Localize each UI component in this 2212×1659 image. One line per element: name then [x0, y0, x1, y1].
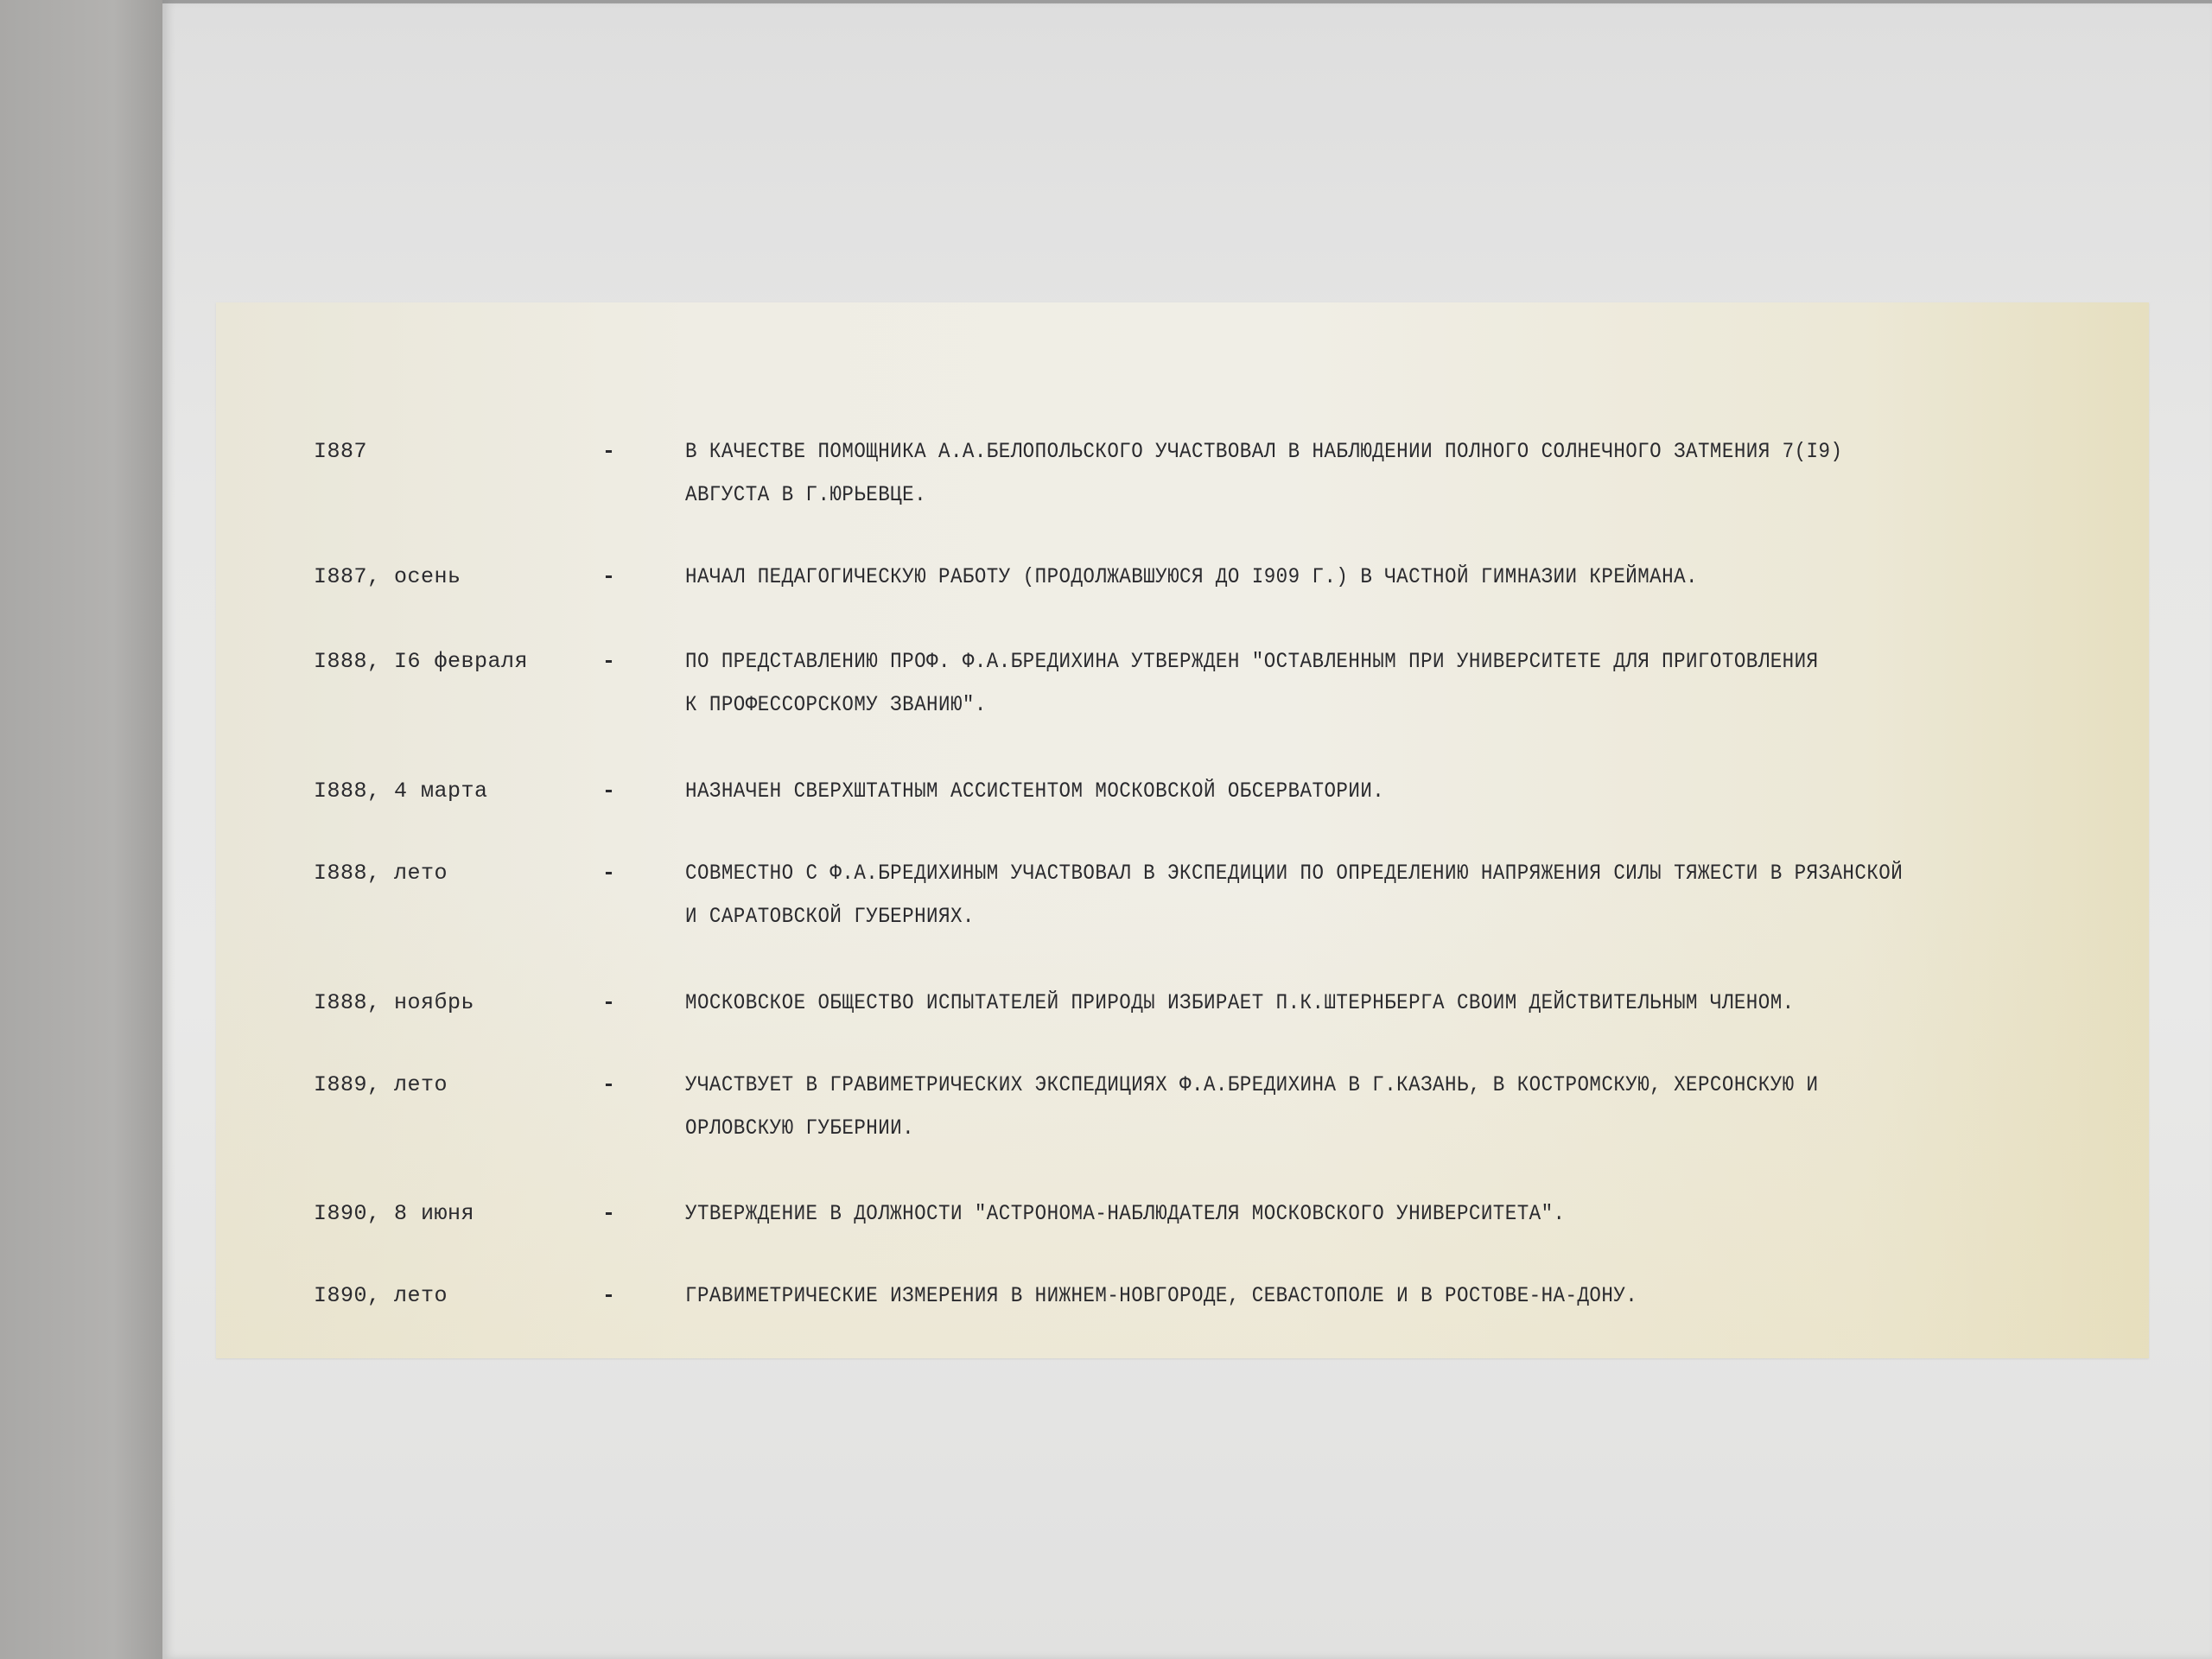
entry-text-line: СОВМЕСТНО С Ф.А.БРЕДИХИНЫМ УЧАСТВОВАЛ В ЭКСПЕДИЦИИ ПО ОПРЕДЕЛЕНИЮ НАПРЯЖЕНИЯ СИЛЫ ТЯЖЕСТИ В РЯЗАНСКОЙ	[685, 861, 1904, 886]
entry-text	[685, 1064, 1976, 1150]
entry-dash: -	[602, 1201, 616, 1226]
entry-dash: -	[602, 1072, 616, 1097]
entry-text	[685, 556, 1976, 599]
entry-text-line: НАЗНАЧЕН СВЕРХШТАТНЫМ АССИСТЕНТОМ МОСКОВСКОЙ ОБСЕРВАТОРИИ.	[685, 779, 1385, 804]
entry-text-line: ГРАВИМЕТРИЧЕСКИЕ ИЗМЕРЕНИЯ В НИЖНЕМ-НОВГОРОДЕ, СЕВАСТОПОЛЕ И В РОСТОВЕ-НА-ДОНУ.	[685, 1283, 1638, 1308]
entry-text	[685, 852, 1976, 938]
entry-text-line: ОРЛОВСКУЮ ГУБЕРНИИ.	[685, 1116, 915, 1141]
entry-dash: -	[602, 990, 616, 1015]
entry-date: I888, лето	[314, 861, 448, 886]
entry-dash: -	[602, 779, 616, 804]
entry-text-line: НАЧАЛ ПЕДАГОГИЧЕСКУЮ РАБОТУ (ПРОДОЛЖАВШУЮСЯ ДО I909 Г.) В ЧАСТНОЙ ГИМНАЗИИ КРЕЙМАНА.	[685, 564, 1698, 589]
typed-sheet	[216, 302, 2149, 1358]
entry-date: I890, 8 июня	[314, 1201, 475, 1226]
entry-text-line: УЧАСТВУЕТ В ГРАВИМЕТРИЧЕСКИХ ЭКСПЕДИЦИЯХ Ф.А.БРЕДИХИНА В Г.КАЗАНЬ, В КОСТРОМСКУЮ, ХЕРСОНСКУЮ И	[685, 1072, 1819, 1097]
entry-text	[685, 640, 1976, 727]
entry-text	[685, 1274, 1976, 1318]
entry-date: I887, осень	[314, 564, 461, 589]
entry-date: I888, 4 марта	[314, 779, 488, 804]
entry-dash: -	[602, 439, 616, 464]
page-top-edge	[162, 0, 2212, 3]
entry-date: I888, ноябрь	[314, 990, 475, 1015]
entry-text	[685, 430, 1976, 517]
entry-text-line: ПО ПРЕДСТАВЛЕНИЮ ПРОФ. Ф.А.БРЕДИХИНА УТВЕРЖДЕН "ОСТАВЛЕННЫМ ПРИ УНИВЕРСИТЕТЕ ДЛЯ ПРИГОТОВЛЕНИЯ	[685, 649, 1819, 674]
entry-date: I890, лето	[314, 1283, 448, 1308]
entry-dash: -	[602, 649, 616, 674]
entry-text	[685, 982, 1976, 1025]
entry-text-line: К ПРОФЕССОРСКОМУ ЗВАНИЮ".	[685, 692, 987, 717]
entry-text-line: МОСКОВСКОЕ ОБЩЕСТВО ИСПЫТАТЕЛЕЙ ПРИРОДЫ ИЗБИРАЕТ П.К.ШТЕРНБЕРГА СВОИМ ДЕЙСТВИТЕЛЬНЫМ ЧЛЕНОМ.	[685, 990, 1795, 1015]
entry-dash: -	[602, 861, 616, 886]
entry-date: I889, лето	[314, 1072, 448, 1097]
entry-text	[685, 1192, 1976, 1236]
entry-text-line: АВГУСТА В Г.ЮРЬЕВЦЕ.	[685, 482, 927, 507]
entry-text-line: УТВЕРЖДЕНИЕ В ДОЛЖНОСТИ "АСТРОНОМА-НАБЛЮДАТЕЛЯ МОСКОВСКОГО УНИВЕРСИТЕТА".	[685, 1201, 1566, 1226]
entry-date: I887	[314, 439, 368, 464]
entry-dash: -	[602, 1283, 616, 1308]
entry-date: I888, I6 февраля	[314, 649, 529, 674]
entry-text-line: В КАЧЕСТВЕ ПОМОЩНИКА А.А.БЕЛОПОЛЬСКОГО УЧАСТВОВАЛ В НАБЛЮДЕНИИ ПОЛНОГО СОЛНЕЧНОГО ЗАТМЕНИЯ 7(I9)	[685, 439, 1843, 464]
entry-text-line: И САРАТОВСКОЙ ГУБЕРНИЯХ.	[685, 904, 975, 929]
entry-text	[685, 770, 1976, 813]
mount-board-edge	[0, 0, 162, 1659]
entry-dash: -	[602, 564, 616, 589]
